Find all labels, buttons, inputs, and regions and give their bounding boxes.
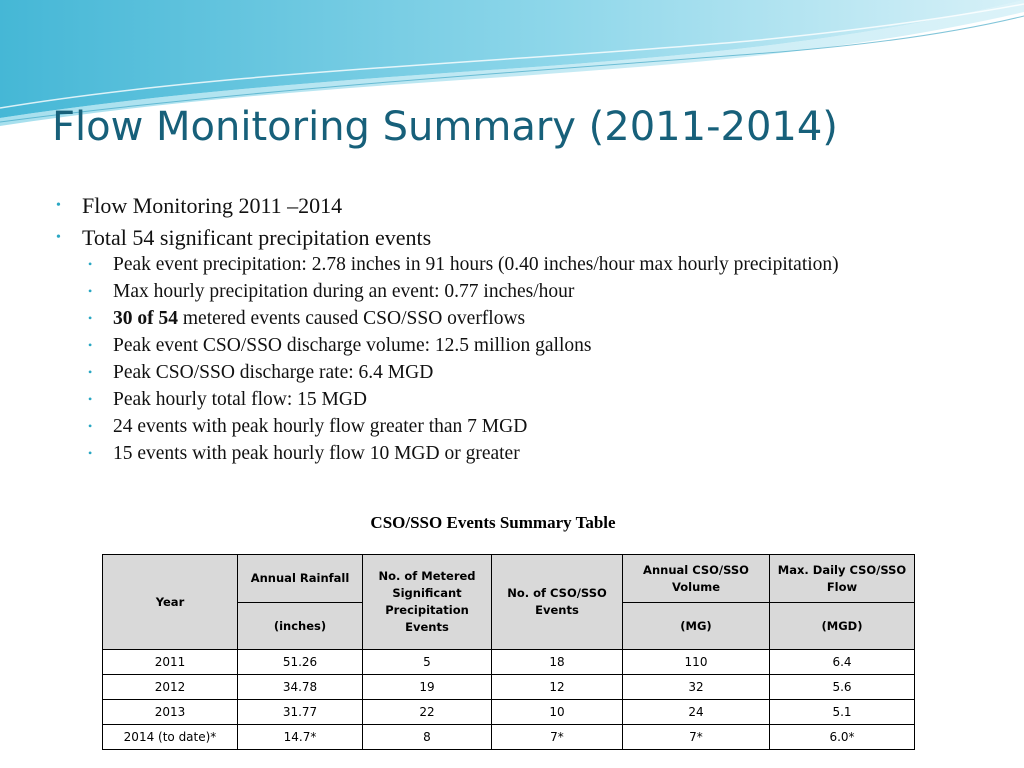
header-year: Year — [103, 555, 238, 650]
cell-cso-events: 18 — [492, 650, 623, 675]
cell-rainfall: 51.26 — [238, 650, 363, 675]
sub-bullet-text: 15 events with peak hourly flow 10 MGD or greater — [113, 443, 520, 464]
bullet-dot-icon: • — [88, 284, 93, 298]
bullet-dot-icon: • — [56, 198, 61, 213]
sub-bullet-bold-text: 30 of 54 — [113, 308, 178, 329]
slide-title: Flow Monitoring Summary (2011-2014) — [52, 104, 838, 150]
header-cso-sso-events: No. of CSO/SSO Events — [492, 555, 623, 650]
table-row — [103, 675, 915, 700]
sub-bullet-text: 24 events with peak hourly flow greater than 7 MGD — [113, 416, 528, 437]
cell-rainfall: 31.77 — [238, 700, 363, 725]
cell-volume: 110 — [623, 650, 770, 675]
cell-volume: 32 — [623, 675, 770, 700]
cell-rainfall: 34.78 — [238, 675, 363, 700]
table-row — [103, 700, 915, 725]
header-flow-unit: (MGD) — [770, 603, 915, 650]
cell-metered: 8 — [363, 725, 492, 750]
cell-volume: 24 — [623, 700, 770, 725]
bullet-item — [56, 190, 956, 222]
sub-bullet-item — [82, 335, 956, 356]
cell-max-flow: 6.4 — [770, 650, 915, 675]
bullet-dot-icon: • — [88, 338, 93, 352]
cell-metered: 5 — [363, 650, 492, 675]
cell-year: 2013 — [103, 700, 238, 725]
cell-year: 2012 — [103, 675, 238, 700]
sub-bullet-text: Peak CSO/SSO discharge rate: 6.4 MGD — [113, 362, 434, 383]
bullet-item — [56, 222, 956, 254]
sub-bullet-item — [82, 443, 956, 464]
bullet-dot-icon: • — [88, 392, 93, 406]
cell-year: 2011 — [103, 650, 238, 675]
cell-max-flow: 5.1 — [770, 700, 915, 725]
sub-bullet-item — [82, 389, 956, 410]
bullet-dot-icon: • — [88, 446, 93, 460]
sub-bullet-text: Peak hourly total flow: 15 MGD — [113, 389, 368, 410]
bullet-dot-icon: • — [88, 365, 93, 379]
sub-bullet-text: Peak event CSO/SSO discharge volume: 12.5 million gallons — [113, 335, 592, 356]
cell-metered: 22 — [363, 700, 492, 725]
sub-bullet-text: Max hourly precipitation during an event: 0.77 inches/hour — [113, 281, 575, 302]
cell-rainfall: 14.7* — [238, 725, 363, 750]
sub-bullet-text: metered events caused CSO/SSO overflows — [178, 308, 526, 329]
cso-sso-summary-table — [102, 554, 915, 750]
bullet-list — [56, 190, 956, 470]
header-annual-rainfall: Annual Rainfall — [238, 555, 363, 603]
sub-bullet-item — [82, 416, 956, 437]
cell-year: 2014 (to date)* — [103, 725, 238, 750]
table-row — [103, 725, 915, 750]
sub-bullet-item — [82, 254, 956, 275]
bullet-dot-icon: • — [88, 311, 93, 325]
cell-max-flow: 6.0* — [770, 725, 915, 750]
bullet-text: Total 54 significant precipitation events — [82, 225, 432, 250]
header-metered-events: No. of Metered Significant Precipitation Events — [363, 555, 492, 650]
header-rainfall-unit: (inches) — [238, 603, 363, 650]
header-max-daily-flow: Max. Daily CSO/SSO Flow — [770, 555, 915, 603]
sub-bullet-text: Peak event precipitation: 2.78 inches in 91 hours (0.40 inches/hour max hourly precipitation) — [113, 254, 839, 275]
bullet-dot-icon: • — [88, 419, 93, 433]
cell-volume: 7* — [623, 725, 770, 750]
table-row — [103, 650, 915, 675]
sub-bullet-item — [82, 281, 956, 302]
bullet-dot-icon: • — [56, 230, 61, 245]
sub-bullet-item — [82, 308, 956, 329]
header-annual-volume: Annual CSO/SSO Volume — [623, 555, 770, 603]
cell-cso-events: 7* — [492, 725, 623, 750]
cell-metered: 19 — [363, 675, 492, 700]
header-volume-unit: (MG) — [623, 603, 770, 650]
bullet-dot-icon: • — [88, 257, 93, 271]
bullet-text: Flow Monitoring 2011 –2014 — [82, 193, 343, 218]
cell-max-flow: 5.6 — [770, 675, 915, 700]
sub-bullet-list — [56, 254, 956, 464]
table-caption: CSO/SSO Events Summary Table — [370, 513, 616, 532]
cell-cso-events: 10 — [492, 700, 623, 725]
sub-bullet-item — [82, 362, 956, 383]
cell-cso-events: 12 — [492, 675, 623, 700]
